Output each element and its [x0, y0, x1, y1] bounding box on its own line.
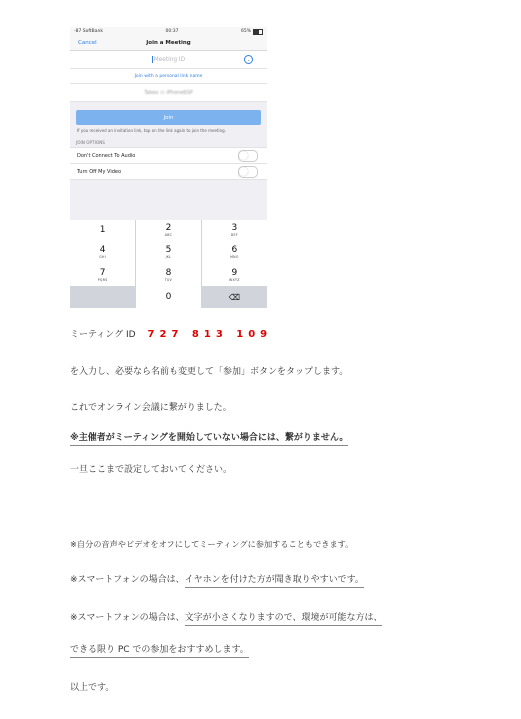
key-number: 0 [165, 291, 172, 302]
key-5[interactable] [136, 242, 201, 264]
warning-line [70, 430, 348, 443]
key-letters: DEF [230, 233, 238, 238]
nav-bar [70, 36, 267, 51]
battery-percent: 65% [240, 29, 251, 34]
key-letters: MNO [230, 255, 239, 260]
nav-title: Join a Meeting [146, 40, 191, 46]
join-options-label: JOIN OPTIONS [76, 140, 105, 145]
small-text-prefix: ※スマートフォンの場合は、 [70, 613, 185, 623]
key-number: 6 [231, 245, 238, 256]
key-letters: GHI [99, 255, 106, 260]
device-name: Takeo の iPhone6SP [144, 90, 193, 96]
key-1[interactable] [70, 220, 135, 242]
key-3[interactable] [202, 220, 267, 242]
join-hint: If you received an invitation link, tap on the link again to join the meeting. [77, 128, 226, 133]
pc-recommend-text: できる限り PC での参加をおすすめします。 [70, 645, 249, 658]
backspace-key[interactable] [202, 286, 267, 308]
personal-link-button[interactable]: Join with a personal link name [70, 69, 267, 84]
connected-line: これでオンライン会議に繋がりました。 [70, 403, 232, 413]
setup-note: 一旦ここまで設定しておいてください。 [70, 465, 233, 475]
meeting-id-placeholder: Meeting ID [153, 56, 186, 63]
key-letters: TUV [164, 277, 173, 282]
numeric-keypad [70, 220, 267, 308]
carrier: -87 SoftBank [74, 29, 103, 34]
key-number: 9 [231, 267, 238, 278]
small-text-note [70, 610, 382, 623]
option-row-audio [70, 147, 267, 163]
key-number: 2 [165, 223, 172, 234]
meeting-id-label: ミーティング ID [70, 330, 136, 340]
key-number: 4 [99, 245, 106, 256]
earphone-text: イヤホンを付けた方が聞き取りやすいです。 [185, 575, 364, 588]
battery-icon [253, 29, 263, 35]
meeting-id-line [70, 327, 272, 340]
key-8[interactable] [136, 264, 201, 286]
key-9[interactable] [202, 264, 267, 286]
warning-text: ※主催者がミーティングを開始していない場合には、繋がりません。 [70, 433, 348, 446]
key-0[interactable] [136, 286, 201, 308]
chevron-down-icon[interactable]: ⌄ [244, 55, 253, 64]
device-name-field[interactable] [70, 84, 267, 102]
key-2[interactable] [136, 220, 201, 242]
key-letters: JKL [165, 255, 172, 260]
video-toggle[interactable] [238, 166, 258, 178]
key-number: 3 [231, 223, 238, 234]
key-blank [70, 286, 135, 308]
status-bar [70, 27, 267, 36]
text-caret [152, 56, 153, 63]
meeting-id-value: 727 813 109 [147, 329, 273, 340]
battery-group [241, 29, 263, 35]
join-wrap [70, 102, 267, 125]
phone-screenshot [70, 27, 267, 308]
pc-recommend-line [70, 642, 249, 655]
small-text-text: 文字が小さくなりますので、環境が可能な方は、 [185, 613, 383, 626]
audio-toggle[interactable] [238, 150, 258, 162]
key-7[interactable] [70, 264, 135, 286]
join-button[interactable]: Join [76, 110, 261, 125]
key-letters: ABC [164, 233, 173, 238]
clock: 00:37 [165, 29, 179, 34]
closing-line: 以上です。 [70, 683, 115, 693]
mute-note: ※自分の音声やビデオをオフにしてミーティングに参加することもできます。 [70, 539, 354, 549]
cancel-button[interactable]: Cancel [78, 40, 97, 46]
instruction-line: を入力し、必要なら名前も変更して「参加」ボタンをタップします。 [70, 367, 349, 377]
earphone-note [70, 572, 364, 585]
backspace-icon: ⌫ [228, 292, 241, 302]
option-label-audio: Don't Connect To Audio [77, 152, 136, 159]
key-4[interactable] [70, 242, 135, 264]
key-number: 8 [165, 267, 172, 278]
key-6[interactable] [202, 242, 267, 264]
key-number: 5 [165, 245, 172, 256]
key-number: 7 [99, 267, 106, 278]
key-letters: PQRS [97, 277, 108, 282]
option-row-video [70, 163, 267, 180]
key-number: 1 [99, 225, 106, 236]
option-label-video: Turn Off My Video [77, 168, 122, 175]
meeting-id-field[interactable] [70, 51, 267, 69]
earphone-prefix: ※スマートフォンの場合は、 [70, 575, 185, 585]
key-letters: WXYZ [229, 277, 240, 282]
